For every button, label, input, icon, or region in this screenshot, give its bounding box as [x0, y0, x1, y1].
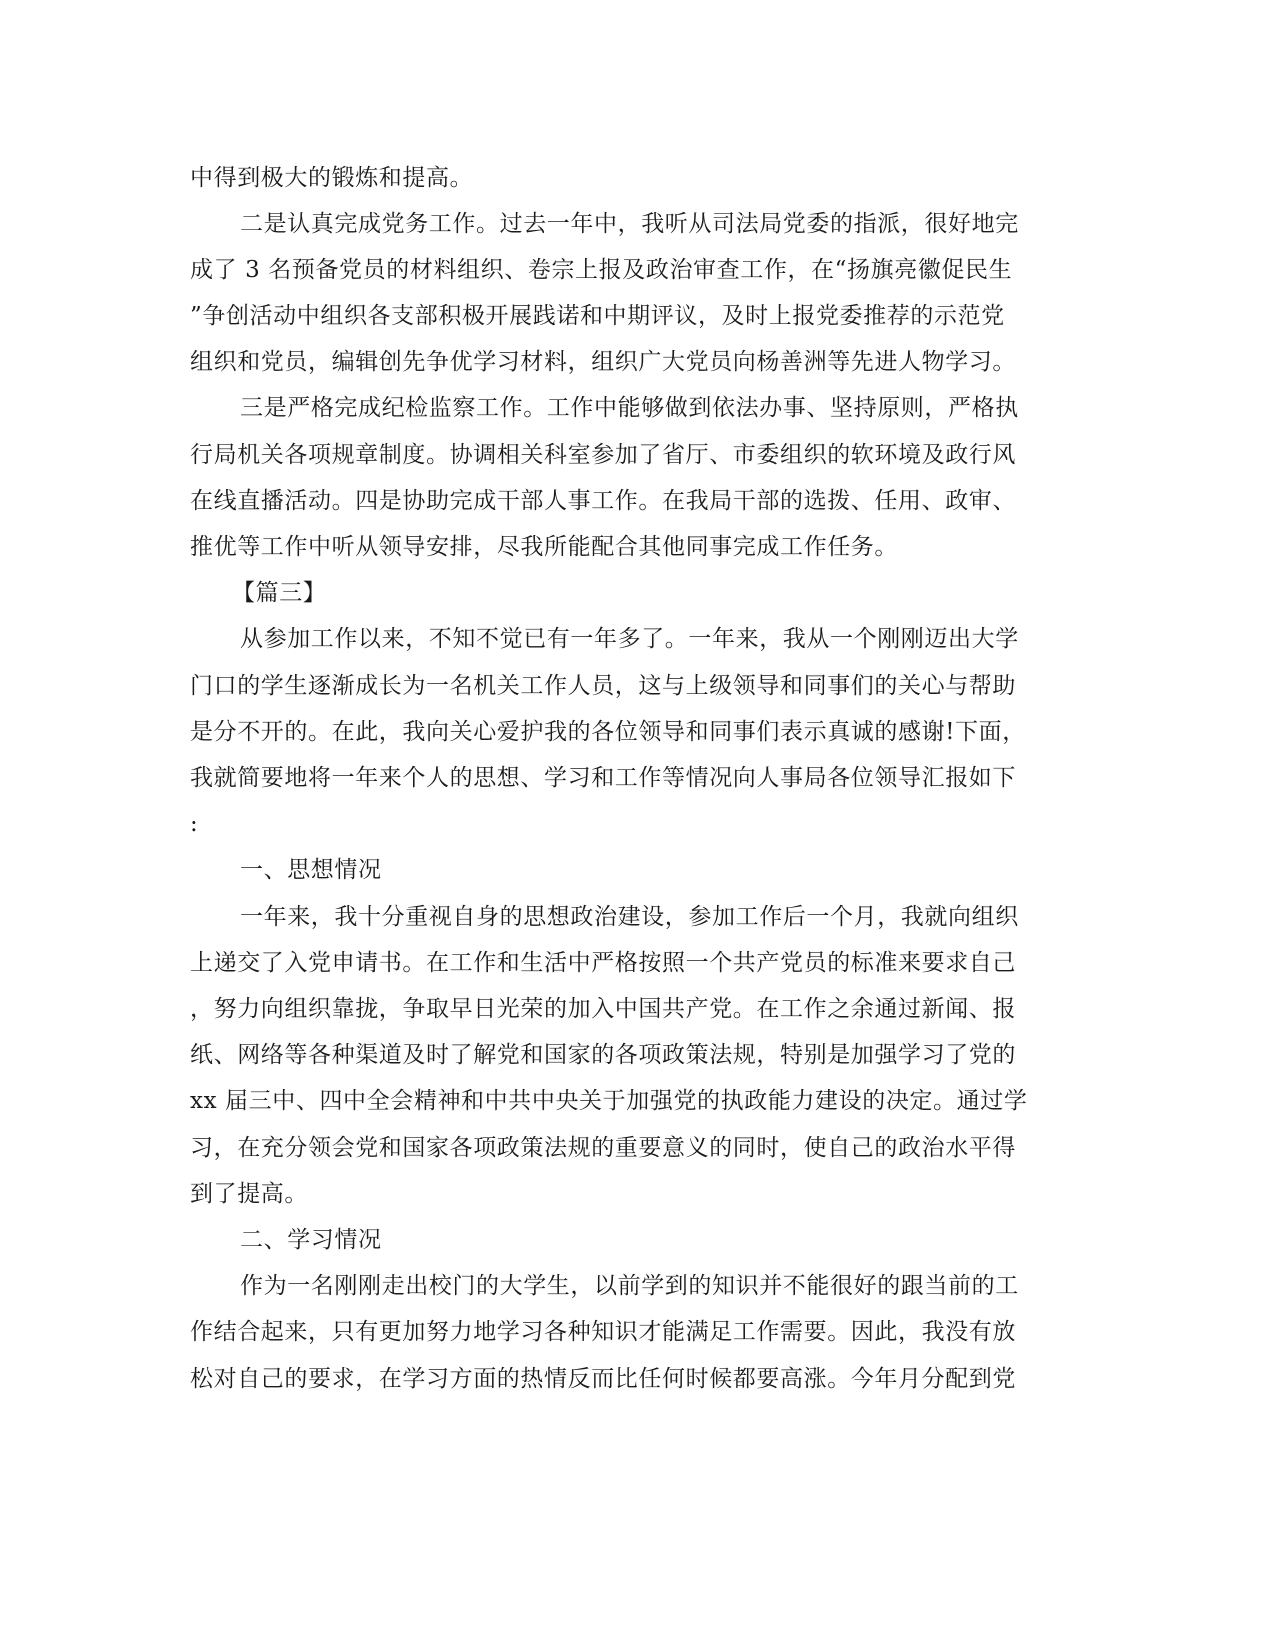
section-heading: 【篇三】	[232, 580, 327, 606]
text-line: 门口的学生逐渐成长为一名机关工作人员，这与上级领导和同事们的关心与帮助	[190, 673, 1016, 699]
text-line: 松对自己的要求，在学习方面的热情反而比任何时候都要高涨。今年月分配到党	[190, 1366, 1016, 1392]
text-line: 到了提高。	[190, 1181, 308, 1207]
text-line: xx 届三中、四中全会精神和中共中央关于加强党的执政能力建设的决定。通过学	[190, 1088, 1028, 1114]
text-line: 推优等工作中听从领导安排，尽我所能配合其他同事完成工作任务。	[190, 534, 898, 560]
text-line: 成了 3 名预备党员的材料组织、卷宗上报及政治审查工作，在“扬旗亮徽促民生	[190, 257, 1013, 283]
text-line: ”争创活动中组织各支部积极开展践诺和中期评议，及时上报党委推荐的示范党	[190, 303, 1005, 329]
text-line: 上递交了入党申请书。在工作和生活中严格按照一个共产党员的标准来要求自己	[190, 950, 1016, 976]
text-line: :	[190, 811, 199, 837]
paragraph-start-line: 三是严格完成纪检监察工作。工作中能够做到依法办事、坚持原则，严格执	[240, 395, 1019, 421]
subsection-heading: 二、学习情况	[240, 1227, 382, 1253]
text-line: 纸、网络等各种渠道及时了解党和国家的各项政策法规，特别是加强学习了党的	[190, 1042, 1016, 1068]
text-line: 我就简要地将一年来个人的思想、学习和工作等情况向人事局各位领导汇报如下	[190, 765, 1016, 791]
text-line: 行局机关各项规章制度。协调相关科室参加了省厅、市委组织的软环境及政行风	[190, 442, 1016, 468]
text-line: 中得到极大的锻炼和提高。	[190, 165, 474, 191]
subsection-heading: 一、思想情况	[240, 857, 382, 883]
paragraph-start-line: 二是认真完成党务工作。过去一年中，我听从司法局党委的指派，很好地完	[240, 211, 1019, 237]
paragraph-start-line: 作为一名刚刚走出校门的大学生，以前学到的知识并不能很好的跟当前的工	[240, 1273, 1019, 1299]
text-line: 在线直播活动。四是协助完成干部人事工作。在我局干部的选拨、任用、政审、	[190, 488, 1016, 514]
text-line: 组织和党员，编辑创先争优学习材料，组织广大党员向杨善洲等先进人物学习。	[190, 349, 1016, 375]
text-line: ，努力向组织靠拢，争取早日光荣的加入中国共产党。在工作之余通过新闻、报	[190, 996, 1016, 1022]
text-line: 是分不开的。在此，我向关心爱护我的各位领导和同事们表示真诚的感谢!下面，	[190, 719, 1026, 745]
text-line: 习，在充分领会党和国家各项政策法规的重要意义的同时，使自己的政治水平得	[190, 1135, 1016, 1161]
paragraph-start-line: 一年来，我十分重视自身的思想政治建设，参加工作后一个月，我就向组织	[240, 904, 1019, 930]
paragraph-start-line: 从参加工作以来，不知不觉已有一年多了。一年来，我从一个刚刚迈出大学	[240, 626, 1019, 652]
text-line: 作结合起来，只有更加努力地学习各种知识才能满足工作需要。因此，我没有放	[190, 1319, 1016, 1345]
